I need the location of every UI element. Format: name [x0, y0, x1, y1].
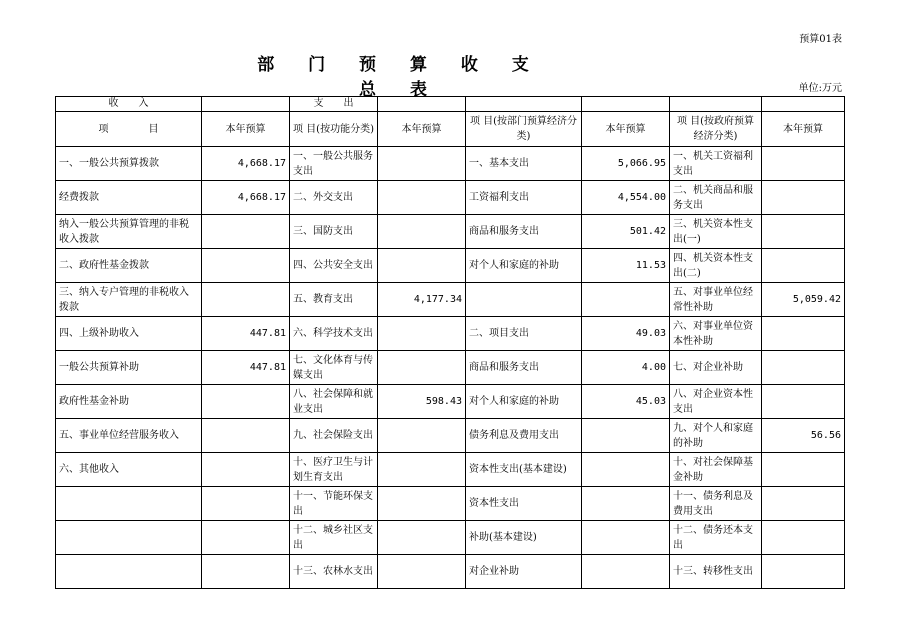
table-row — [56, 385, 845, 419]
dept-econ-item-cell: 二、项目支出 — [466, 317, 582, 351]
empty-cell — [582, 97, 670, 112]
dept-econ-amount-cell: 4.00 — [582, 351, 670, 385]
col-header-func: 项 目(按功能分类) — [290, 112, 378, 147]
dept-econ-amount-cell: 5,066.95 — [582, 147, 670, 181]
table-row — [56, 215, 845, 249]
income-amount-cell — [202, 283, 290, 317]
gov-econ-item-cell: 十一、债务利息及费用支出 — [670, 487, 762, 521]
gov-econ-item-cell: 三、机关资本性支出(一) — [670, 215, 762, 249]
gov-econ-item-cell: 六、对事业单位资本性补助 — [670, 317, 762, 351]
income-amount-cell — [202, 453, 290, 487]
income-cell: 五、事业单位经营服务收入 — [56, 419, 202, 453]
empty-cell — [762, 97, 845, 112]
dept-econ-amount-cell: 11.53 — [582, 249, 670, 283]
dept-econ-item-cell: 对个人和家庭的补助 — [466, 249, 582, 283]
func-item-cell: 九、社会保险支出 — [290, 419, 378, 453]
table-row — [56, 181, 845, 215]
dept-econ-amount-cell — [582, 419, 670, 453]
dept-econ-item-cell: 一、基本支出 — [466, 147, 582, 181]
income-cell: 六、其他收入 — [56, 453, 202, 487]
income-cell: 一、一般公共预算拨款 — [56, 147, 202, 181]
income-amount-cell: 4,668.17 — [202, 147, 290, 181]
empty-cell — [670, 97, 762, 112]
func-amount-cell — [378, 419, 466, 453]
dept-econ-amount-cell — [582, 487, 670, 521]
income-amount-cell — [202, 487, 290, 521]
table-row — [56, 555, 845, 589]
dept-econ-amount-cell — [582, 283, 670, 317]
dept-econ-amount-cell: 49.03 — [582, 317, 670, 351]
column-header-row — [56, 112, 845, 147]
gov-econ-amount-cell — [762, 521, 845, 555]
dept-econ-item-cell: 资本性支出 — [466, 487, 582, 521]
gov-econ-amount-cell — [762, 215, 845, 249]
func-amount-cell — [378, 555, 466, 589]
dept-econ-amount-cell: 501.42 — [582, 215, 670, 249]
table-row — [56, 453, 845, 487]
empty-cell — [466, 97, 582, 112]
dept-econ-item-cell: 对个人和家庭的补助 — [466, 385, 582, 419]
income-amount-cell: 447.81 — [202, 351, 290, 385]
dept-econ-amount-cell: 45.03 — [582, 385, 670, 419]
income-cell: 一般公共预算补助 — [56, 351, 202, 385]
gov-econ-amount-cell — [762, 351, 845, 385]
income-amount-cell: 447.81 — [202, 317, 290, 351]
gov-econ-item-cell: 十、对社会保障基金补助 — [670, 453, 762, 487]
income-cell: 四、上级补助收入 — [56, 317, 202, 351]
func-amount-cell — [378, 521, 466, 555]
page-title: 部 门 预 算 收 支 总 表 — [257, 55, 543, 100]
gov-econ-item-cell: 八、对企业资本性支出 — [670, 385, 762, 419]
table-row — [56, 317, 845, 351]
table-row — [56, 419, 845, 453]
col-header-amount: 本年预算 — [202, 112, 290, 147]
col-header-amount: 本年预算 — [582, 112, 670, 147]
form-number: 预算01表 — [799, 34, 842, 45]
col-header-amount: 本年预算 — [762, 112, 845, 147]
empty-cell — [378, 97, 466, 112]
func-amount-cell — [378, 453, 466, 487]
func-amount-cell — [378, 215, 466, 249]
dept-econ-item-cell: 债务利息及费用支出 — [466, 419, 582, 453]
func-item-cell: 八、社会保障和就业支出 — [290, 385, 378, 419]
col-header-amount: 本年预算 — [378, 112, 466, 147]
gov-econ-amount-cell — [762, 181, 845, 215]
func-amount-cell — [378, 181, 466, 215]
func-item-cell: 三、国防支出 — [290, 215, 378, 249]
income-cell — [56, 521, 202, 555]
dept-econ-item-cell: 工资福利支出 — [466, 181, 582, 215]
group-header-row — [56, 97, 845, 112]
func-item-cell: 五、教育支出 — [290, 283, 378, 317]
gov-econ-item-cell: 二、机关商品和服务支出 — [670, 181, 762, 215]
dept-econ-item-cell: 资本性支出(基本建设) — [466, 453, 582, 487]
func-amount-cell — [378, 249, 466, 283]
income-amount-cell — [202, 555, 290, 589]
func-item-cell: 十、医疗卫生与计划生育支出 — [290, 453, 378, 487]
gov-econ-item-cell: 九、对个人和家庭的补助 — [670, 419, 762, 453]
func-amount-cell: 598.43 — [378, 385, 466, 419]
gov-econ-amount-cell: 56.56 — [762, 419, 845, 453]
dept-econ-item-cell: 对企业补助 — [466, 555, 582, 589]
func-item-cell: 七、文化体育与传媒支出 — [290, 351, 378, 385]
func-amount-cell — [378, 147, 466, 181]
income-amount-cell — [202, 249, 290, 283]
func-item-cell: 四、公共安全支出 — [290, 249, 378, 283]
col-header-gov-econ: 项 目(按政府预算经济分类) — [670, 112, 762, 147]
func-amount-cell — [378, 351, 466, 385]
income-amount-cell — [202, 385, 290, 419]
income-cell: 政府性基金补助 — [56, 385, 202, 419]
empty-cell — [202, 97, 290, 112]
func-item-cell: 二、外交支出 — [290, 181, 378, 215]
table-row — [56, 249, 845, 283]
func-item-cell: 十一、节能环保支出 — [290, 487, 378, 521]
gov-econ-amount-cell — [762, 147, 845, 181]
gov-econ-item-cell: 七、对企业补助 — [670, 351, 762, 385]
func-amount-cell: 4,177.34 — [378, 283, 466, 317]
func-amount-cell — [378, 487, 466, 521]
table-row — [56, 351, 845, 385]
income-group-header: 收 入 — [56, 97, 202, 112]
gov-econ-amount-cell — [762, 487, 845, 521]
gov-econ-amount-cell — [762, 555, 845, 589]
func-item-cell: 十三、农林水支出 — [290, 555, 378, 589]
gov-econ-item-cell: 一、机关工资福利支出 — [670, 147, 762, 181]
income-cell: 纳入一般公共预算管理的非税收入拨款 — [56, 215, 202, 249]
table-row — [56, 147, 845, 181]
budget-summary-table — [55, 96, 845, 589]
income-cell — [56, 487, 202, 521]
gov-econ-item-cell: 五、对事业单位经常性补助 — [670, 283, 762, 317]
gov-econ-amount-cell — [762, 385, 845, 419]
col-header-dept-econ: 项 目(按部门预算经济分类) — [466, 112, 582, 147]
income-amount-cell — [202, 215, 290, 249]
gov-econ-item-cell: 四、机关资本性支出(二) — [670, 249, 762, 283]
income-amount-cell: 4,668.17 — [202, 181, 290, 215]
dept-econ-item-cell: 补助(基本建设) — [466, 521, 582, 555]
gov-econ-amount-cell — [762, 249, 845, 283]
dept-econ-amount-cell — [582, 555, 670, 589]
dept-econ-amount-cell — [582, 521, 670, 555]
unit-label: 单位:万元 — [798, 83, 842, 94]
table-row — [56, 521, 845, 555]
func-amount-cell — [378, 317, 466, 351]
dept-econ-item-cell: 商品和服务支出 — [466, 351, 582, 385]
gov-econ-item-cell: 十三、转移性支出 — [670, 555, 762, 589]
table-row — [56, 487, 845, 521]
income-amount-cell — [202, 419, 290, 453]
func-item-cell: 六、科学技术支出 — [290, 317, 378, 351]
gov-econ-amount-cell — [762, 317, 845, 351]
func-item-cell: 一、一般公共服务支出 — [290, 147, 378, 181]
dept-econ-item-cell: 商品和服务支出 — [466, 215, 582, 249]
income-cell: 二、政府性基金拨款 — [56, 249, 202, 283]
func-item-cell: 十二、城乡社区支出 — [290, 521, 378, 555]
col-header-item: 项 目 — [56, 112, 202, 147]
dept-econ-item-cell — [466, 283, 582, 317]
gov-econ-amount-cell: 5,059.42 — [762, 283, 845, 317]
gov-econ-item-cell: 十二、债务还本支出 — [670, 521, 762, 555]
table-row — [56, 283, 845, 317]
gov-econ-amount-cell — [762, 453, 845, 487]
income-cell — [56, 555, 202, 589]
dept-econ-amount-cell: 4,554.00 — [582, 181, 670, 215]
income-amount-cell — [202, 521, 290, 555]
expense-group-header: 支 出 — [290, 97, 378, 112]
income-cell: 经费拨款 — [56, 181, 202, 215]
income-cell: 三、纳入专户管理的非税收入拨款 — [56, 283, 202, 317]
dept-econ-amount-cell — [582, 453, 670, 487]
